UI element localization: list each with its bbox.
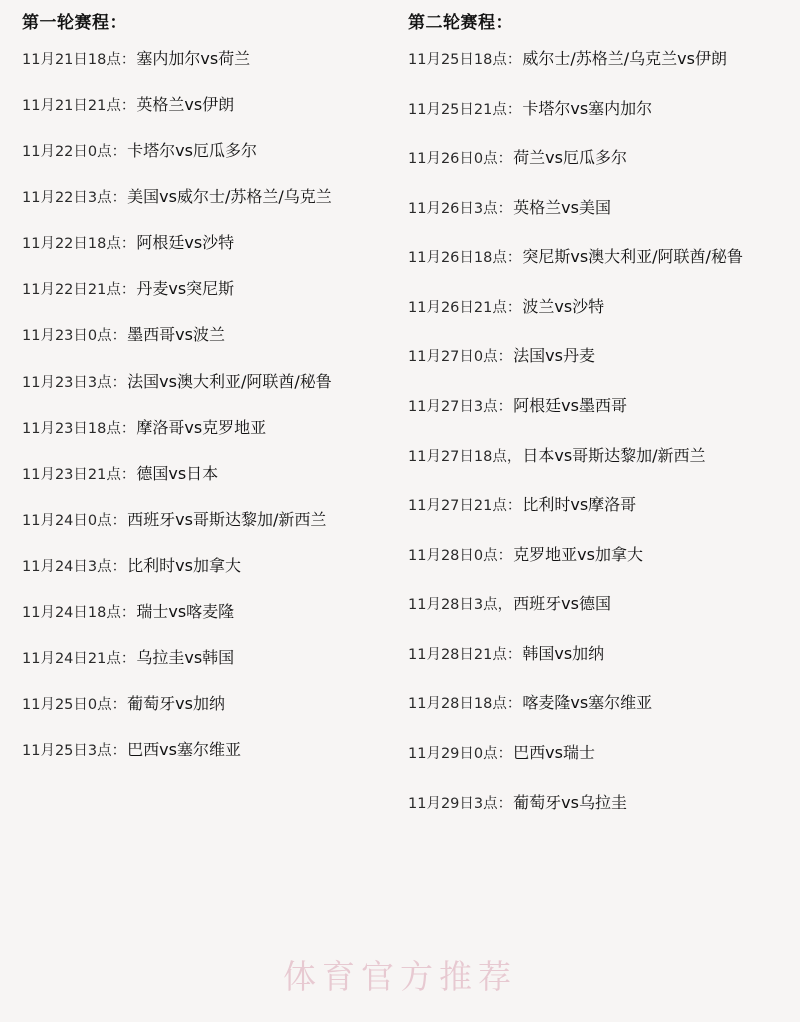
match-teams: 法国vs丹麦 <box>513 346 595 366</box>
match-row <box>22 509 400 532</box>
match-separator: ： <box>120 98 137 115</box>
match-row <box>408 345 800 368</box>
match-date: 11月22日18点 <box>22 236 121 253</box>
match-separator: ： <box>120 466 137 483</box>
match-teams: 突尼斯vs澳大利亚/阿联酋/秘鲁 <box>522 247 743 267</box>
match-date: 11月24日0点 <box>22 512 112 529</box>
match-teams: 摩洛哥vs克罗地亚 <box>136 417 267 437</box>
match-separator: ： <box>120 604 137 621</box>
match-row <box>22 186 400 209</box>
round-one-column <box>0 12 400 785</box>
match-row <box>408 48 800 71</box>
match-date: 11月27日0点 <box>408 349 498 366</box>
match-date: 11月25日0点 <box>22 696 112 713</box>
match-separator: ： <box>506 299 523 316</box>
match-separator: ： <box>111 558 128 575</box>
match-row <box>22 324 400 347</box>
match-separator: ： <box>120 650 137 667</box>
match-date: 11月26日0点 <box>408 151 498 168</box>
match-teams: 阿根廷vs墨西哥 <box>513 396 627 416</box>
match-row <box>408 692 800 715</box>
match-teams: 英格兰vs美国 <box>513 197 611 217</box>
match-separator: ： <box>497 795 514 812</box>
match-teams: 波兰vs沙特 <box>522 296 605 316</box>
match-date: 11月27日18点 <box>408 448 507 465</box>
match-teams: 比利时vs加拿大 <box>127 555 241 575</box>
match-separator: ： <box>111 512 128 529</box>
match-date: 11月28日21点 <box>408 646 507 663</box>
match-date: 11月22日21点 <box>22 282 121 299</box>
match-separator: ， <box>497 597 514 614</box>
match-separator: ： <box>497 399 514 416</box>
match-separator: ： <box>506 250 523 267</box>
match-row <box>22 278 400 301</box>
match-row <box>408 296 800 319</box>
match-row <box>408 395 800 418</box>
match-teams: 阿根廷vs沙特 <box>136 233 235 253</box>
match-teams: 西班牙vs哥斯达黎加/新西兰 <box>127 509 327 529</box>
match-date: 11月23日0点 <box>22 328 112 345</box>
match-date: 11月25日3点 <box>22 743 112 760</box>
match-teams: 喀麦隆vs塞尔维亚 <box>522 693 653 713</box>
match-teams: 葡萄牙vs加纳 <box>127 693 225 713</box>
match-row <box>22 371 400 394</box>
match-date: 11月29日3点 <box>408 795 498 812</box>
match-date: 11月21日21点 <box>22 98 121 115</box>
match-date: 11月25日18点 <box>408 52 507 69</box>
match-teams: 巴西vs瑞士 <box>513 742 595 762</box>
match-row <box>22 601 400 624</box>
match-teams: 墨西哥vs波兰 <box>127 325 225 345</box>
watermark-text: 体育官方推荐 <box>283 957 517 996</box>
match-teams: 卡塔尔vs塞内加尔 <box>522 98 653 118</box>
match-separator: ： <box>111 328 128 345</box>
match-separator: ： <box>497 349 514 366</box>
match-teams: 法国vs澳大利亚/阿联酋/秘鲁 <box>127 371 332 391</box>
match-row <box>408 445 800 468</box>
match-date: 11月22日0点 <box>22 144 112 161</box>
match-row <box>22 140 400 163</box>
match-date: 11月25日21点 <box>408 101 507 118</box>
match-separator: ： <box>111 374 128 391</box>
match-date: 11月23日21点 <box>22 466 121 483</box>
match-teams: 荷兰vs厄瓜多尔 <box>513 148 627 168</box>
round-one-match-list <box>22 48 400 762</box>
match-teams: 西班牙vs德国 <box>513 594 611 614</box>
match-row <box>408 742 800 765</box>
match-teams: 塞内加尔vs荷兰 <box>136 49 251 69</box>
match-teams: 威尔士/苏格兰/乌克兰vs伊朗 <box>522 49 727 69</box>
match-separator: ： <box>506 101 523 118</box>
match-teams: 卡塔尔vs厄瓜多尔 <box>127 141 257 161</box>
match-row <box>22 647 400 670</box>
match-row <box>22 693 400 716</box>
match-teams: 克罗地亚vs加拿大 <box>513 544 643 564</box>
match-row <box>22 555 400 578</box>
match-separator: ： <box>111 190 128 207</box>
match-separator: ： <box>120 52 137 69</box>
match-teams: 葡萄牙vs乌拉圭 <box>513 792 627 812</box>
match-teams: 德国vs日本 <box>136 463 219 483</box>
round-two-match-list <box>408 48 800 814</box>
match-separator: ， <box>506 448 523 465</box>
round-two-title: 第二轮赛程： <box>408 13 513 33</box>
match-date: 11月21日18点 <box>22 52 121 69</box>
match-separator: ： <box>111 144 128 161</box>
match-row <box>408 494 800 517</box>
match-teams: 英格兰vs伊朗 <box>136 95 235 115</box>
match-date: 11月23日18点 <box>22 420 121 437</box>
match-separator: ： <box>506 696 523 713</box>
match-date: 11月24日21点 <box>22 650 121 667</box>
match-separator: ： <box>506 498 523 515</box>
match-row <box>408 197 800 220</box>
match-row <box>408 643 800 666</box>
match-date: 11月24日18点 <box>22 604 121 621</box>
match-teams: 丹麦vs突尼斯 <box>136 279 235 299</box>
match-teams: 巴西vs塞尔维亚 <box>127 740 241 760</box>
match-date: 11月28日3点 <box>408 597 498 614</box>
match-teams: 日本vs哥斯达黎加/新西兰 <box>522 445 706 465</box>
match-date: 11月27日3点 <box>408 399 498 416</box>
match-date: 11月28日18点 <box>408 696 507 713</box>
match-date: 11月26日3点 <box>408 200 498 217</box>
match-teams: 美国vs威尔士/苏格兰/乌克兰 <box>127 187 332 207</box>
match-separator: ： <box>497 547 514 564</box>
match-separator: ： <box>120 420 137 437</box>
match-row <box>22 463 400 486</box>
round-one-title: 第一轮赛程： <box>22 13 127 33</box>
match-separator: ： <box>120 282 137 299</box>
match-row <box>408 98 800 121</box>
match-date: 11月29日0点 <box>408 745 498 762</box>
match-date: 11月23日3点 <box>22 374 112 391</box>
match-teams: 乌拉圭vs韩国 <box>136 647 235 667</box>
match-date: 11月22日3点 <box>22 190 112 207</box>
match-teams: 比利时vs摩洛哥 <box>522 495 637 515</box>
match-separator: ： <box>506 52 523 69</box>
match-row <box>22 417 400 440</box>
match-date: 11月26日18点 <box>408 250 507 267</box>
match-row <box>408 147 800 170</box>
match-row <box>408 246 800 269</box>
round-two-column <box>400 12 800 841</box>
match-separator: ： <box>111 743 128 760</box>
match-separator: ： <box>497 151 514 168</box>
schedule-columns <box>0 12 800 841</box>
match-row <box>408 593 800 616</box>
match-date: 11月24日3点 <box>22 558 112 575</box>
match-separator: ： <box>111 696 128 713</box>
match-date: 11月26日21点 <box>408 299 507 316</box>
match-separator: ： <box>497 200 514 217</box>
match-row <box>22 48 400 71</box>
match-row <box>22 232 400 255</box>
match-row <box>408 792 800 815</box>
match-row <box>22 739 400 762</box>
match-date: 11月28日0点 <box>408 547 498 564</box>
match-date: 11月27日21点 <box>408 498 507 515</box>
match-row <box>22 94 400 117</box>
match-teams: 瑞士vs喀麦隆 <box>136 601 235 621</box>
match-separator: ： <box>120 236 137 253</box>
match-separator: ： <box>497 745 514 762</box>
match-separator: ： <box>506 646 523 663</box>
match-row <box>408 544 800 567</box>
match-teams: 韩国vs加纳 <box>522 643 605 663</box>
